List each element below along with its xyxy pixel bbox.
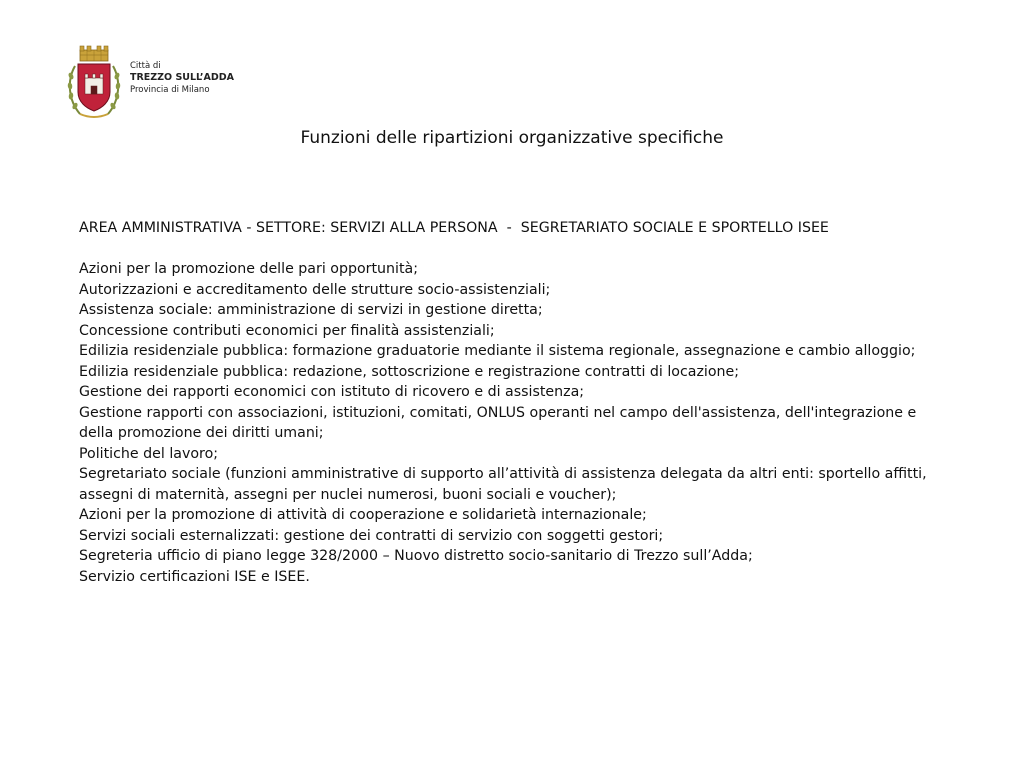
spacer [79, 239, 939, 260]
logo-city-name: TREZZO SULL’ADDA [130, 72, 235, 83]
logo-text [130, 60, 234, 96]
list-item: Azioni per la promozione di attività di cooperazione e solidarietà internazionale; [79, 507, 647, 523]
list-item: Edilizia residenziale pubblica: formazione graduatorie mediante il sistema regionale, assegnazione e cambio alloggio; [79, 343, 916, 359]
list-item: Politiche del lavoro; [79, 445, 219, 462]
area-heading: AREA AMMINISTRATIVA - SETTORE: SERVIZI ALLA PERSONA - SEGRETARIATO SOCIALE E SPORTELLO ISEE [79, 220, 829, 236]
list-item: Edilizia residenziale pubblica: redazione, sottoscrizione e registrazione contratti di locazione; [79, 363, 740, 380]
list-item: Segretariato sociale (funzioni amministrative di supporto all’attività di assistenza delegata da altri enti: sportello affitti, assegni di maternità, assegni per nuclei numerosi, buoni sociali e voucher); [79, 466, 927, 503]
list-item: Gestione dei rapporti economici con istituto di ricovero e di assistenza; [79, 384, 585, 400]
functions-list [79, 259, 939, 587]
coat-of-arms-icon [66, 44, 122, 122]
list-item: Autorizzazioni e accreditamento delle strutture socio-assistenziali; [79, 281, 551, 298]
page-title: Funzioni delle ripartizioni organizzative specifiche [300, 128, 724, 148]
document-body [79, 218, 939, 587]
list-item: Azioni per la promozione delle pari opportunità; [79, 261, 419, 277]
crown-icon [80, 46, 108, 61]
list-item: Servizi sociali esternalizzati: gestione dei contratti di servizio con soggetti gestori; [79, 527, 664, 544]
municipality-logo [66, 44, 236, 124]
list-item: Assistenza sociale: amministrazione di servizi in gestione diretta; [79, 302, 543, 318]
logo-province: Provincia di Milano [130, 85, 210, 95]
list-item: Servizio certificazioni ISE e ISEE. [79, 568, 310, 585]
logo-city-prefix: Città di [130, 61, 161, 71]
list-item: Gestione rapporti con associazioni, istituzioni, comitati, ONLUS operanti nel campo dell'assistenza, dell'integrazione e della promozione dei diritti umani; [79, 404, 917, 441]
list-item: Segreteria ufficio di piano legge 328/2000 – Nuovo distretto socio-sanitario di Trezzo sull’Adda; [79, 548, 753, 564]
list-item: Concessione contributi economici per finalità assistenziali; [79, 322, 495, 339]
